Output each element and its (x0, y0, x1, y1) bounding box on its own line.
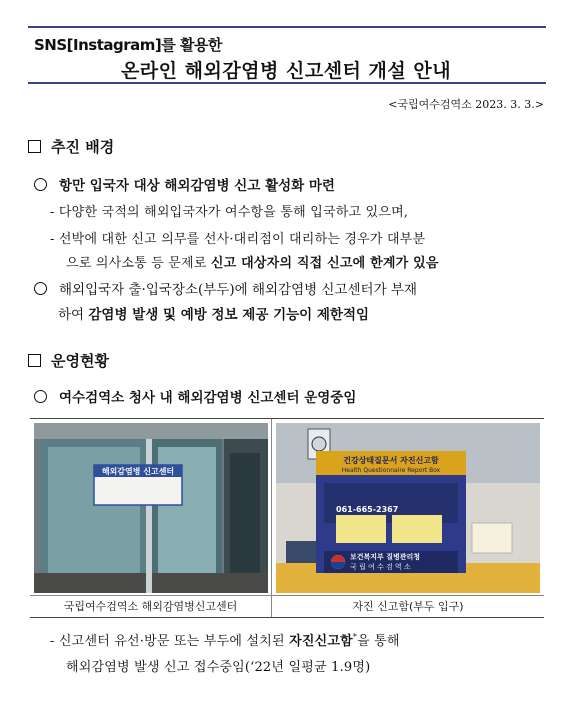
bg-item-1 (34, 174, 335, 194)
bg-bullet-2-line1: - 선박에 대한 신고 의무를 선사·대리점이 대리하는 경우가 대부분 (50, 232, 426, 247)
report-box-banner: 건강상태질문서 자진신고함 (343, 456, 439, 465)
issue-date: <국립여수검역소 2023. 3. 3.> (388, 98, 544, 111)
photo-center-entrance (34, 423, 268, 593)
section-heading-operation (28, 350, 109, 371)
circle-bullet-icon (34, 390, 47, 403)
bg-bullet-2-plain: 으로 의사소통 등 문제로 (66, 256, 211, 271)
entrance-photo-illustration (34, 423, 268, 593)
bg-bullet-1: - 다양한 국적의 해외입국자가 여수항을 통해 입국하고 있으며, (50, 205, 409, 220)
section-heading-text: 추진 배경 (51, 138, 115, 156)
op-bullet-tail: 을 통해 (357, 634, 400, 649)
section-heading-text: 운영현황 (51, 352, 109, 370)
page-title: 온라인 해외감염병 신고센터 개설 안내 (120, 60, 452, 82)
checkbox-square-icon (28, 354, 41, 367)
bg-item-2-plain: 하여 (58, 307, 89, 323)
op-item-1 (34, 386, 356, 406)
op-bullet-plain: - 신고센터 유선·방문 또는 부두에 설치된 (50, 634, 290, 649)
checkbox-square-icon (28, 140, 41, 153)
report-box-agency: 보건복지부 질병관리청 (350, 553, 421, 561)
bg-item-2-bold: 감염병 발생 및 예방 정보 제공 기능이 제한적임 (88, 307, 370, 323)
photo-table (30, 418, 544, 618)
circle-bullet-icon (34, 178, 47, 191)
op-item-1-text: 여수검역소 청사 내 해외감염병 신고센터 운영중임 (59, 390, 357, 406)
bg-item-1-text: 항만 입국자 대상 해외감염병 신고 활성화 마련 (59, 178, 335, 194)
bg-bullet-2-line2 (66, 252, 439, 271)
photo-report-box (276, 423, 540, 593)
table-divider (271, 419, 272, 617)
bg-bullet-2-bold: 신고 대상자의 직접 신고에 한계가 있음 (210, 256, 439, 271)
photo-caption-left: 국립여수검역소 해외감염병신고센터 (63, 600, 238, 613)
op-bullet-line2: 해외감염병 발생 신고 접수중임(‘22년 일평균 1.9명) (66, 660, 371, 675)
header-subtitle: SNS[Instagram]를 활용한 (34, 36, 222, 54)
report-box-banner-en: Health Questionnaire Report Box (341, 467, 441, 474)
bg-item-2-line1: 해외입국자 출·입국장소(부두)에 해외감염병 신고센터가 부재 (59, 282, 418, 298)
bg-item-2 (34, 278, 417, 298)
bg-item-2-line2 (58, 303, 369, 323)
header-bottom-rule (28, 82, 546, 84)
footnote-marker: * (352, 632, 358, 642)
op-bullet-bold: 자진신고함 (289, 634, 353, 649)
table-divider (30, 595, 544, 596)
section-heading-background (28, 136, 114, 157)
report-box-station: 국 립 여 수 검 역 소 (350, 563, 411, 571)
circle-bullet-icon (34, 282, 47, 295)
op-bullet-line1 (50, 630, 400, 649)
header-top-rule (28, 26, 546, 28)
report-box-phone: 061-665-2367 (336, 505, 399, 514)
photo-caption-right: 자진 신고함(부두 입구) (352, 600, 464, 613)
entrance-sign-text: 해외감염병 신고센터 (101, 467, 175, 476)
